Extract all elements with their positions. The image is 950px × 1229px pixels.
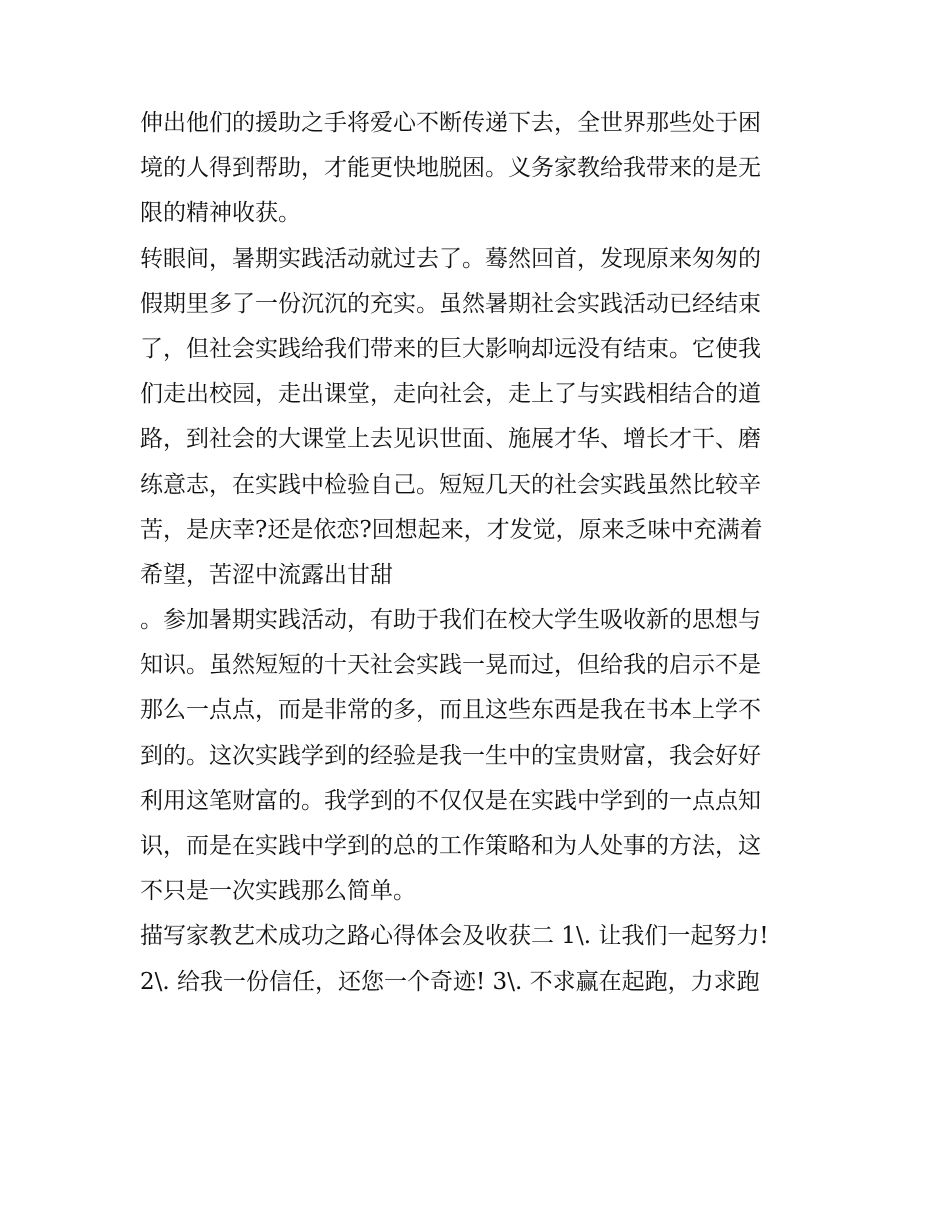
- text-line: 希望，苦涩中流露出甘甜: [140, 561, 393, 588]
- text-line: 苦，是庆幸?还是依恋?回想起来，才发觉，原来乏味中充满着: [140, 516, 763, 543]
- text-line: 了，但社会实践给我们带来的巨大影响却远没有结束。它使我: [140, 335, 761, 362]
- text-line: 们走出校园，走出课堂，走向社会，走上了与实践相结合的道: [140, 381, 761, 408]
- text-line: 识，而是在实践中学到的总的工作策略和为人处事的方法，这: [140, 833, 761, 859]
- text-line: 知识。虽然短短的十天社会实践一晃而过，但给我的启示不是: [140, 652, 761, 679]
- body-text: [140, 101, 815, 1005]
- text-line: 练意志，在实践中检验自己。短短几天的社会实践虽然比较辛: [140, 471, 761, 498]
- text-line: 描写家教艺术成功之路心得体会及收获二 1\. 让我们一起努力!: [140, 923, 769, 950]
- text-line: 境的人得到帮助，才能更快地脱困。义务家教给我带来的是无: [140, 155, 761, 182]
- text-line: 转眼间，暑期实践活动就过去了。蓦然回首，发现原来匆匆的: [140, 245, 761, 272]
- text-line: 利用这笔财富的。我学到的不仅仅是在实践中学到的一点点知: [140, 787, 761, 814]
- text-line: 限的精神收获。: [140, 200, 301, 227]
- text-line: 那么一点点，而是非常的多，而且这些东西是我在书本上学不: [140, 697, 761, 724]
- text-line: 不只是一次实践那么简单。: [140, 878, 416, 905]
- text-line: 到的。这次实践学到的经验是我一生中的宝贵财富，我会好好: [140, 742, 761, 769]
- text-line: 假期里多了一份沉沉的充实。虽然暑期社会实践活动已经结束: [140, 290, 761, 317]
- text-line: 。参加暑期实践活动，有助于我们在校大学生吸收新的思想与: [140, 607, 761, 634]
- text-line: 路，到社会的大课堂上去见识世面、施展才华、增长才干、磨: [140, 426, 761, 453]
- text-line: 伸出他们的援助之手将爱心不断传递下去，全世界那些处于困: [140, 110, 761, 136]
- text-line: 2\. 给我一份信任，还您一个奇迹! 3\. 不求赢在起跑，力求跑: [140, 968, 760, 995]
